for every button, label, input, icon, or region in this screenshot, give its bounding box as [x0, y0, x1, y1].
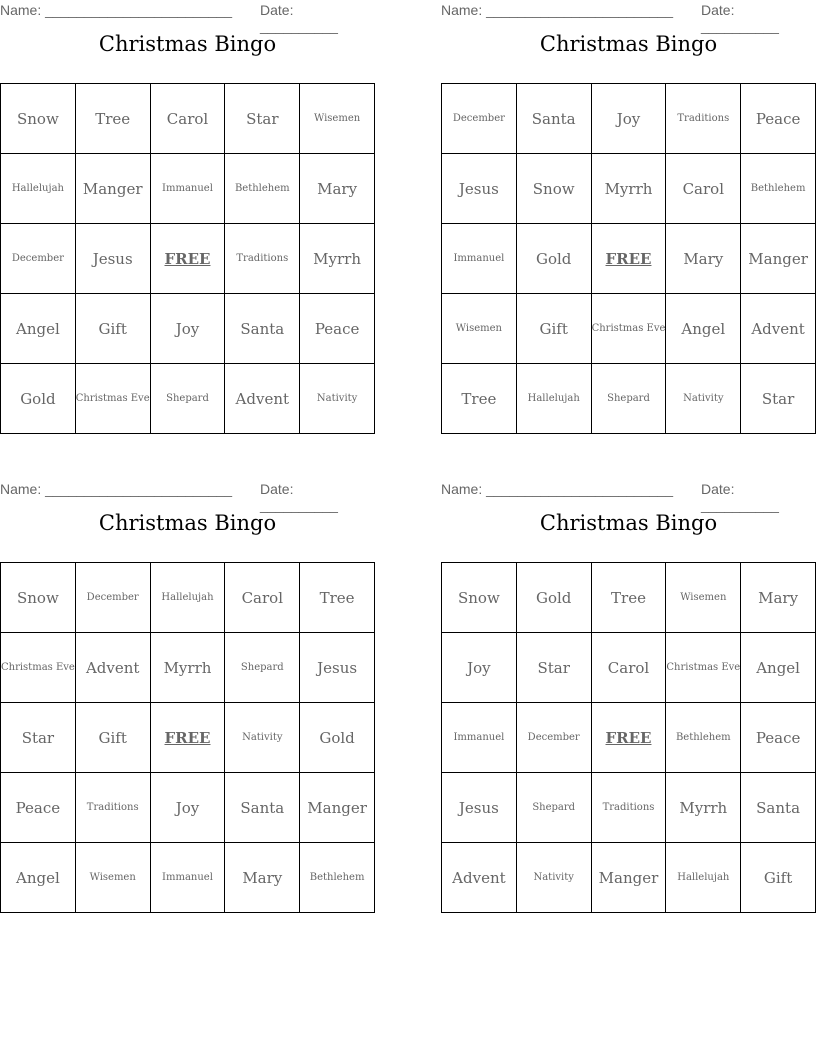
date-field: Date: __________ [260, 481, 338, 513]
bingo-cell: Carol [225, 563, 300, 633]
card-title: Christmas Bingo [539, 32, 718, 56]
bingo-cell: Advent [225, 364, 300, 434]
bingo-cell: Joy [592, 84, 667, 154]
bingo-cell: Immanuel [151, 843, 226, 913]
bingo-cell: Star [225, 84, 300, 154]
bingo-cell: Bethlehem [225, 154, 300, 224]
bingo-cell: Shepard [517, 773, 592, 843]
bingo-cell: Immanuel [151, 154, 226, 224]
bingo-cell: Hallelujah [1, 154, 76, 224]
bingo-cell: Tree [592, 563, 667, 633]
bingo-cell: Traditions [225, 224, 300, 294]
bingo-cell: Hallelujah [517, 364, 592, 434]
bingo-cell: Gift [76, 703, 151, 773]
bingo-cell: Tree [300, 563, 375, 633]
bingo-cell: December [76, 563, 151, 633]
card-title: Christmas Bingo [98, 32, 277, 56]
bingo-cell: Gift [741, 843, 816, 913]
bingo-cell: Joy [442, 633, 517, 703]
bingo-cell: Wisemen [300, 84, 375, 154]
bingo-cell: Mary [741, 563, 816, 633]
bingo-cell: Angel [666, 294, 741, 364]
bingo-cell: Jesus [442, 773, 517, 843]
bingo-grid [0, 83, 375, 434]
bingo-cell: Carol [151, 84, 226, 154]
bingo-cell: Joy [151, 773, 226, 843]
bingo-cell: Peace [1, 773, 76, 843]
bingo-cell: Gift [76, 294, 151, 364]
bingo-cell: Myrrh [151, 633, 226, 703]
free-cell: FREE [592, 224, 667, 294]
bingo-cell: Bethlehem [300, 843, 375, 913]
bingo-cell: Angel [1, 294, 76, 364]
bingo-cell: Shepard [151, 364, 226, 434]
bingo-cell: Immanuel [442, 703, 517, 773]
bingo-cell: Advent [76, 633, 151, 703]
bingo-cell: December [517, 703, 592, 773]
bingo-cell: Snow [442, 563, 517, 633]
bingo-cell: December [442, 84, 517, 154]
bingo-cell: Traditions [592, 773, 667, 843]
bingo-cell: December [1, 224, 76, 294]
card-title: Christmas Bingo [98, 511, 277, 535]
bingo-cell: Peace [741, 84, 816, 154]
bingo-cell: Manger [592, 843, 667, 913]
bingo-cell: Jesus [300, 633, 375, 703]
bingo-cell: Carol [666, 154, 741, 224]
bingo-cell: Manger [76, 154, 151, 224]
date-field: Date: __________ [701, 2, 779, 34]
bingo-cell: Snow [1, 563, 76, 633]
name-field: Name: ________________________ [441, 481, 673, 497]
date-field: Date: __________ [260, 2, 338, 34]
bingo-cell: Gold [1, 364, 76, 434]
bingo-cell: Bethlehem [666, 703, 741, 773]
bingo-cell: Nativity [517, 843, 592, 913]
bingo-cell: Christmas Eve [1, 633, 76, 703]
bingo-cell: Gold [517, 224, 592, 294]
bingo-cell: Snow [517, 154, 592, 224]
bingo-cell: Star [741, 364, 816, 434]
bingo-cell: Hallelujah [151, 563, 226, 633]
bingo-cell: Wisemen [666, 563, 741, 633]
bingo-cell: Tree [442, 364, 517, 434]
bingo-cell: Traditions [76, 773, 151, 843]
bingo-cell: Gold [300, 703, 375, 773]
name-field: Name: ________________________ [0, 481, 232, 497]
bingo-cell: Angel [1, 843, 76, 913]
bingo-cell: Tree [76, 84, 151, 154]
bingo-cell: Mary [300, 154, 375, 224]
bingo-cell: Angel [741, 633, 816, 703]
bingo-cell: Star [1, 703, 76, 773]
bingo-cell: Manger [300, 773, 375, 843]
bingo-cell: Bethlehem [741, 154, 816, 224]
bingo-cell: Hallelujah [666, 843, 741, 913]
bingo-cell: Santa [225, 773, 300, 843]
bingo-cell: Mary [666, 224, 741, 294]
bingo-cell: Wisemen [442, 294, 517, 364]
bingo-cell: Myrrh [592, 154, 667, 224]
bingo-cell: Snow [1, 84, 76, 154]
bingo-cell: Christmas Eve [76, 364, 151, 434]
bingo-grid [0, 562, 375, 913]
bingo-cell: Nativity [666, 364, 741, 434]
bingo-card-3 [0, 479, 375, 913]
bingo-cell: Wisemen [76, 843, 151, 913]
free-cell: FREE [151, 703, 226, 773]
bingo-grid [441, 562, 816, 913]
bingo-cell: Carol [592, 633, 667, 703]
bingo-cell: Immanuel [442, 224, 517, 294]
free-cell: FREE [151, 224, 226, 294]
bingo-cell: Manger [741, 224, 816, 294]
name-field: Name: ________________________ [441, 2, 673, 18]
bingo-cell: Santa [225, 294, 300, 364]
bingo-cell: Myrrh [300, 224, 375, 294]
bingo-card-1 [0, 0, 375, 434]
bingo-cell: Christmas Eve [666, 633, 741, 703]
bingo-grid [441, 83, 816, 434]
bingo-cell: Shepard [592, 364, 667, 434]
date-field: Date: __________ [701, 481, 779, 513]
bingo-cell: Shepard [225, 633, 300, 703]
bingo-cell: Advent [741, 294, 816, 364]
name-field: Name: ________________________ [0, 2, 232, 18]
bingo-cell: Peace [741, 703, 816, 773]
card-title: Christmas Bingo [539, 511, 718, 535]
bingo-cell: Jesus [442, 154, 517, 224]
bingo-cell: Mary [225, 843, 300, 913]
bingo-cell: Nativity [225, 703, 300, 773]
bingo-cell: Traditions [666, 84, 741, 154]
bingo-cell: Santa [517, 84, 592, 154]
bingo-cell: Star [517, 633, 592, 703]
bingo-cell: Joy [151, 294, 226, 364]
bingo-cell: Gold [517, 563, 592, 633]
bingo-cell: Gift [517, 294, 592, 364]
bingo-cell: Advent [442, 843, 517, 913]
bingo-cell: Christmas Eve [592, 294, 667, 364]
bingo-cell: Myrrh [666, 773, 741, 843]
bingo-card-2 [441, 0, 816, 434]
bingo-card-4 [441, 479, 816, 913]
bingo-cell: Peace [300, 294, 375, 364]
free-cell: FREE [592, 703, 667, 773]
bingo-cell: Nativity [300, 364, 375, 434]
bingo-cell: Jesus [76, 224, 151, 294]
bingo-cell: Santa [741, 773, 816, 843]
